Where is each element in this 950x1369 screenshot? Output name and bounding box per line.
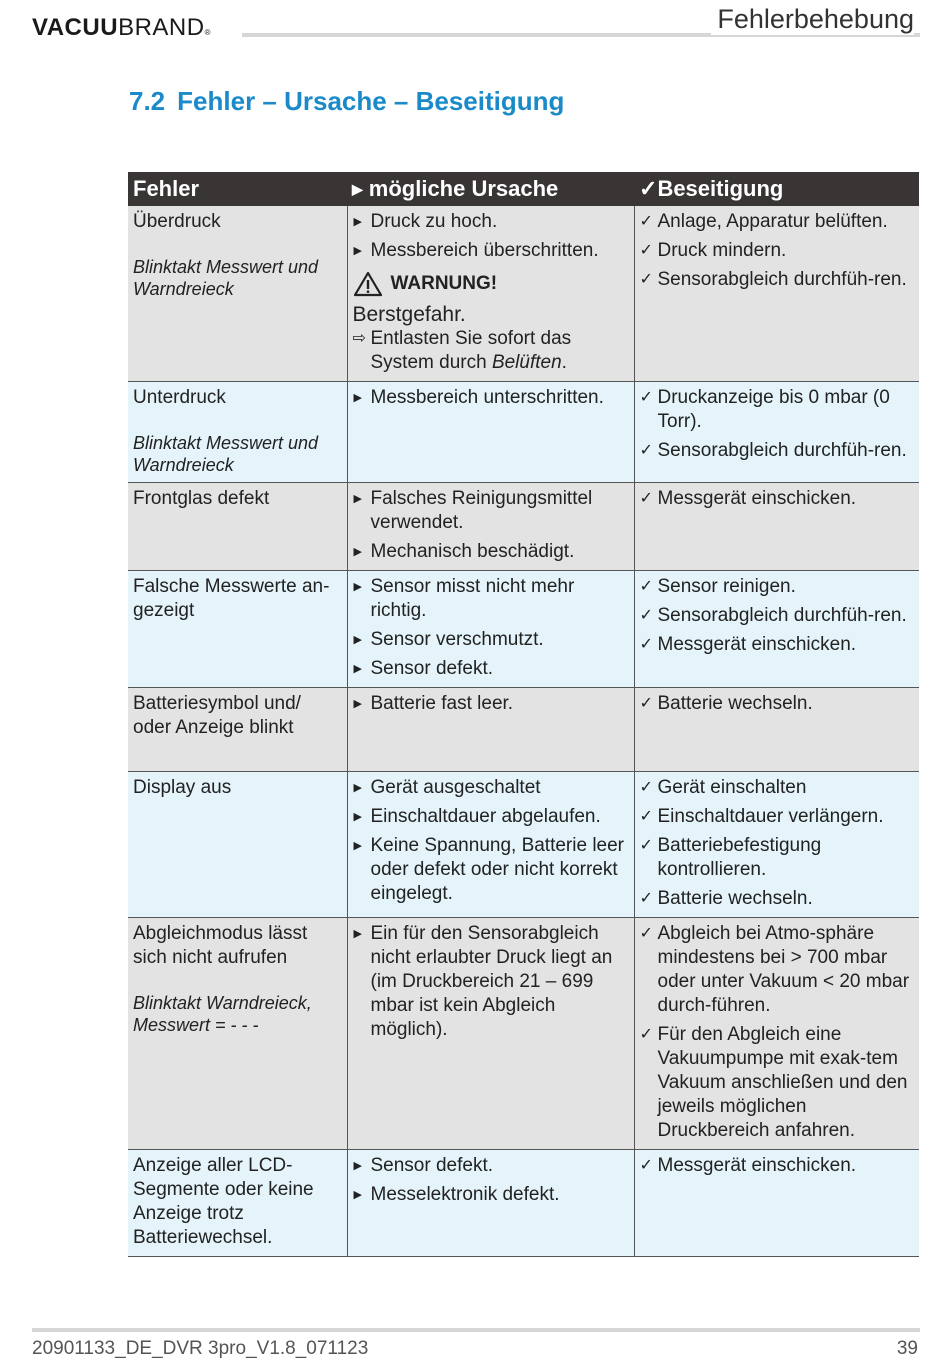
error-cell xyxy=(128,382,347,483)
fix-item: ✓ Druckanzeige bis 0 mbar (0 Torr). xyxy=(640,386,915,434)
warning-headline: Berstgefahr. xyxy=(352,303,466,326)
error-text: Anzeige aller LCD-Segmente oder keine Anzeige trotz Batteriewechsel. xyxy=(133,1155,314,1248)
fix-item: ✓ Anlage, Apparatur belüften. xyxy=(640,210,915,234)
column-header-fix: ✓Beseitigung xyxy=(634,172,919,206)
error-cell xyxy=(128,772,347,918)
checkmark-icon: ✓ xyxy=(639,176,658,201)
cause-cell xyxy=(347,382,634,483)
footer-divider xyxy=(32,1328,920,1332)
error-cell xyxy=(128,483,347,571)
cause-cell xyxy=(347,483,634,571)
warning-action: ⇨ Entlasten Sie sofort das System durch Belüften. xyxy=(352,328,572,373)
table-row xyxy=(128,571,919,688)
error-cell xyxy=(128,918,347,1150)
cause-item: ▶ Batterie fast leer. xyxy=(353,692,629,716)
error-subtext: Blinktakt Messwert und Warndreieck xyxy=(133,433,319,475)
fix-item: ✓ Messgerät einschicken. xyxy=(640,633,915,657)
table-row xyxy=(128,382,919,483)
cause-cell xyxy=(347,772,634,918)
fix-item: ✓ Sensorabgleich durchfüh-ren. xyxy=(640,268,915,292)
error-subtext: Blinktakt Messwert und Warndreieck xyxy=(133,257,319,299)
fix-cell xyxy=(634,1150,919,1257)
cause-cell xyxy=(347,688,634,772)
fix-cell xyxy=(634,918,919,1150)
error-cell xyxy=(128,1150,347,1257)
warning-label: WARNUNG! xyxy=(353,271,629,297)
section-number: 7.2 xyxy=(129,86,166,116)
cause-item: ▶ Sensor misst nicht mehr richtig. xyxy=(353,575,629,623)
page-number: 39 xyxy=(896,1338,918,1359)
fix-cell xyxy=(634,571,919,688)
fix-cell xyxy=(634,688,919,772)
troubleshooting-table xyxy=(128,172,919,1257)
cause-cell xyxy=(347,571,634,688)
cause-item: ▶ Messelektronik defekt. xyxy=(353,1183,629,1207)
fix-item: ✓ Sensor reinigen. xyxy=(640,575,915,599)
column-header-cause: ▶ mögliche Ursache xyxy=(347,172,634,206)
error-cell xyxy=(128,206,347,382)
action-arrow-icon: ⇨ xyxy=(352,330,366,347)
section-title: Fehler – Ursache – Beseitigung xyxy=(177,86,565,116)
cause-item: ▶ Keine Spannung, Batterie leer oder defekt oder nicht korrekt eingelegt. xyxy=(353,834,629,906)
fix-item: ✓ Batterie wechseln. xyxy=(640,692,915,716)
cause-cell xyxy=(347,206,634,382)
fix-item: ✓ Sensorabgleich durchfüh-ren. xyxy=(640,604,915,628)
cause-item: ▶ Einschaltdauer abgelaufen. xyxy=(353,805,629,829)
cause-item: ▶ Messbereich unterschritten. xyxy=(353,386,629,410)
cause-item: ▶ Sensor verschmutzt. xyxy=(353,628,629,652)
fix-item: ✓ Batterie wechseln. xyxy=(640,887,915,911)
column-header-error: Fehler xyxy=(128,172,347,206)
fix-item: ✓ Für den Abgleich eine Vakuumpumpe mit exak-tem Vakuum anschließen und den jeweils möglichen Druckbereich anfahren. xyxy=(640,1023,915,1143)
table-row xyxy=(128,918,919,1150)
table-row xyxy=(128,772,919,918)
cause-item: ▶ Sensor defekt. xyxy=(353,657,629,681)
document-id: 20901133_DE_DVR 3pro_V1.8_071123 xyxy=(32,1338,369,1359)
table-row xyxy=(128,483,919,571)
fix-cell xyxy=(634,483,919,571)
fix-item: ✓ Batteriebefestigung kontrollieren. xyxy=(640,834,915,882)
triangle-right-icon: ▶ xyxy=(352,181,363,197)
fix-item: ✓ Einschaltdauer verlängern. xyxy=(640,805,915,829)
error-text: Überdruck xyxy=(133,211,221,232)
table-row xyxy=(128,1150,919,1257)
warning-triangle-icon xyxy=(353,271,383,297)
section-heading xyxy=(129,86,564,117)
chapter-title: Fehlerbehebung xyxy=(711,4,914,35)
fix-cell xyxy=(634,206,919,382)
error-text: Frontglas defekt xyxy=(133,488,270,509)
error-text: Unterdruck xyxy=(133,387,226,408)
fix-item: ✓ Messgerät einschicken. xyxy=(640,1154,915,1178)
cause-item: ▶ Messbereich überschritten. xyxy=(353,239,629,263)
fix-item: ✓ Gerät einschalten xyxy=(640,776,915,800)
fix-cell xyxy=(634,382,919,483)
table-row xyxy=(128,688,919,772)
error-cell xyxy=(128,571,347,688)
error-cell xyxy=(128,688,347,772)
fix-item: ✓ Messgerät einschicken. xyxy=(640,487,915,511)
cause-item: ▶ Druck zu hoch. xyxy=(353,210,629,234)
table-header-row xyxy=(128,172,919,206)
error-text: Batteriesymbol und/ oder Anzeige blinkt xyxy=(133,693,301,738)
cause-item: ▶ Mechanisch beschädigt. xyxy=(353,540,629,564)
fix-item: ✓ Abgleich bei Atmo-sphäre mindestens bei > 700 mbar oder unter Vakuum < 20 mbar durch-führen. xyxy=(640,922,915,1018)
vacuubrand-logo: VACUUBRAND® xyxy=(32,14,211,41)
cause-item: ▶ Falsches Reinigungsmittel verwendet. xyxy=(353,487,629,535)
error-text: Falsche Messwerte an-gezeigt xyxy=(133,576,330,621)
error-text: Display aus xyxy=(133,777,232,798)
cause-item: ▶ Gerät ausgeschaltet xyxy=(353,776,629,800)
page-header xyxy=(0,0,950,45)
cause-item: ▶ Ein für den Sensorabgleich nicht erlaubter Druck liegt an (im Druckbereich 21 – 699 mbar ist kein Abgleich möglich). xyxy=(353,922,629,1042)
error-text: Abgleichmodus lässt sich nicht aufrufen xyxy=(133,923,308,968)
fix-item: ✓ Druck mindern. xyxy=(640,239,915,263)
error-subtext: Blinktakt Warndreieck, Messwert = - - - xyxy=(133,993,312,1035)
cause-cell xyxy=(347,1150,634,1257)
fix-cell xyxy=(634,772,919,918)
cause-cell xyxy=(347,918,634,1150)
cause-item: ▶ Sensor defekt. xyxy=(353,1154,629,1178)
table-row xyxy=(128,206,919,382)
fix-item: ✓ Sensorabgleich durchfüh-ren. xyxy=(640,439,915,463)
